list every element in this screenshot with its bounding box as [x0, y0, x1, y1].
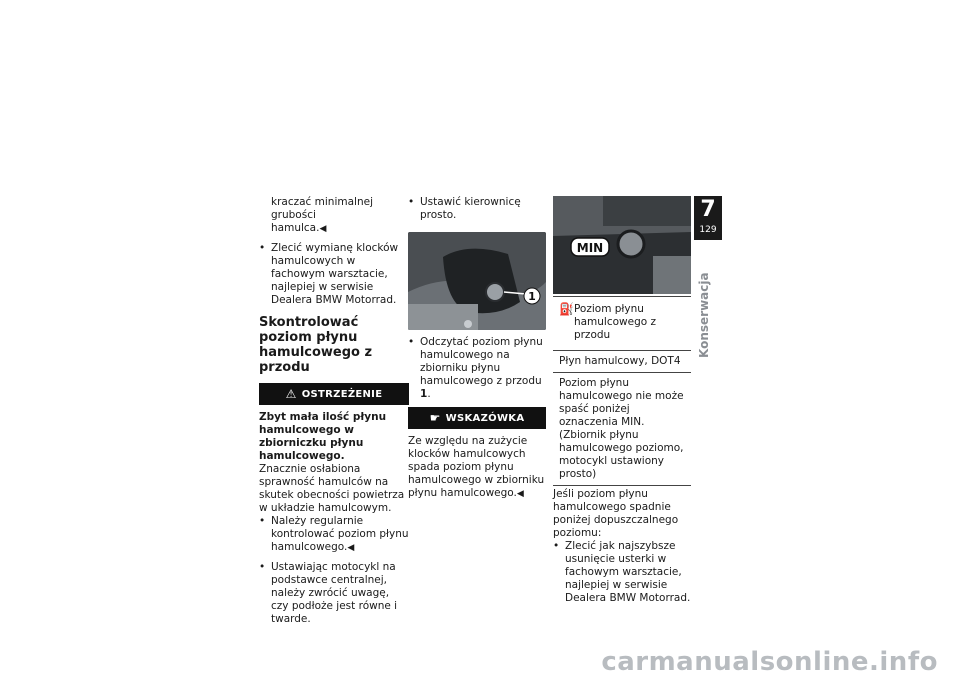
column-1	[259, 196, 409, 632]
table-row: Poziom płynu hamulcowego nie może spaść poniżej oznaczenia MIN. (Zbiornik płynu hamulcowego poziomo, motocykl ustawiony prosto)	[553, 373, 691, 486]
spec-table	[553, 296, 691, 486]
list-item: • Odczytać poziom płynu hamulcowego na zbiorniku płynu hamulcowego z przodu 1.	[408, 336, 546, 401]
list-item: • Zlecić jak najszybsze usunięcie usterki w fachowym warsztacie, najlepiej w serwisie Dealera BMW Motorrad.	[553, 540, 691, 605]
end-mark-icon: ◀	[319, 224, 327, 234]
chapter-label: Konserwacja	[697, 272, 711, 358]
after-table-text: Jeśli poziom płynu hamulcowego spadnie poniżej dopuszczalnego poziomu:	[553, 488, 679, 539]
list-item: • Należy regularnie kontrolować poziom płynu hamulcowego.◀	[259, 515, 409, 555]
reservoir-photo-image	[408, 232, 546, 330]
min-mark-photo	[553, 196, 691, 294]
min-mark-photo-image	[553, 196, 691, 294]
min-label: MIN	[576, 241, 604, 255]
hand-pointer-icon: ☛	[429, 410, 441, 425]
column-2	[408, 196, 546, 501]
list-item: • Ustawiając motocykl na podstawce centralnej, należy zwrócić uwagę, czy podłoże jest równe i twarde.	[259, 561, 409, 626]
warning-bold-text: Zbyt mała ilość płynu hamulcowego w zbiorniczku płynu hamulcowego.	[259, 411, 387, 462]
list-item: • Zlecić wymianę klocków hamulcowych w fachowym warsztacie, najlepiej w serwisie Dealera BMW Motorrad.	[259, 242, 409, 307]
warning-banner: ⚠ OSTRZEŻENIE	[259, 383, 409, 405]
list-item: • Ustawić kierownicę prosto.	[408, 196, 546, 222]
chapter-sidebar	[694, 196, 724, 356]
end-mark-icon: ◀	[516, 489, 524, 499]
intro-text: kraczać minimalnej grubości hamulca.◀	[271, 196, 373, 234]
section-title: Skontrolować poziom płynu hamulcowego z przodu	[259, 315, 373, 375]
column-3	[553, 196, 691, 611]
photo-callout-label: 1	[528, 290, 536, 303]
reservoir-photo	[408, 232, 546, 330]
warning-text: Znacznie osłabiona sprawność hamulców na skutek obecności powietrza w układzie hamulcowym.	[259, 463, 405, 514]
watermark: carmanualsonline.info	[601, 647, 938, 677]
warning-triangle-icon: ⚠	[285, 386, 297, 401]
page-number: 129	[699, 225, 717, 235]
brake-fluid-icon: ⛽	[559, 302, 574, 316]
table-row: Płyn hamulcowy, DOT4	[553, 351, 691, 373]
note-text: Ze względu na zużycie klocków hamulcowych spada poziom płynu hamulcowego w zbiorniku płynu hamulcowego.◀	[408, 435, 545, 499]
chapter-number: 7	[700, 197, 716, 222]
end-mark-icon: ◀	[347, 543, 355, 553]
note-banner: ☛ WSKAZÓWKA	[408, 407, 546, 429]
table-row: ⛽ Poziom płynu hamulcowego z przodu	[553, 297, 691, 351]
chapter-box	[694, 196, 722, 240]
